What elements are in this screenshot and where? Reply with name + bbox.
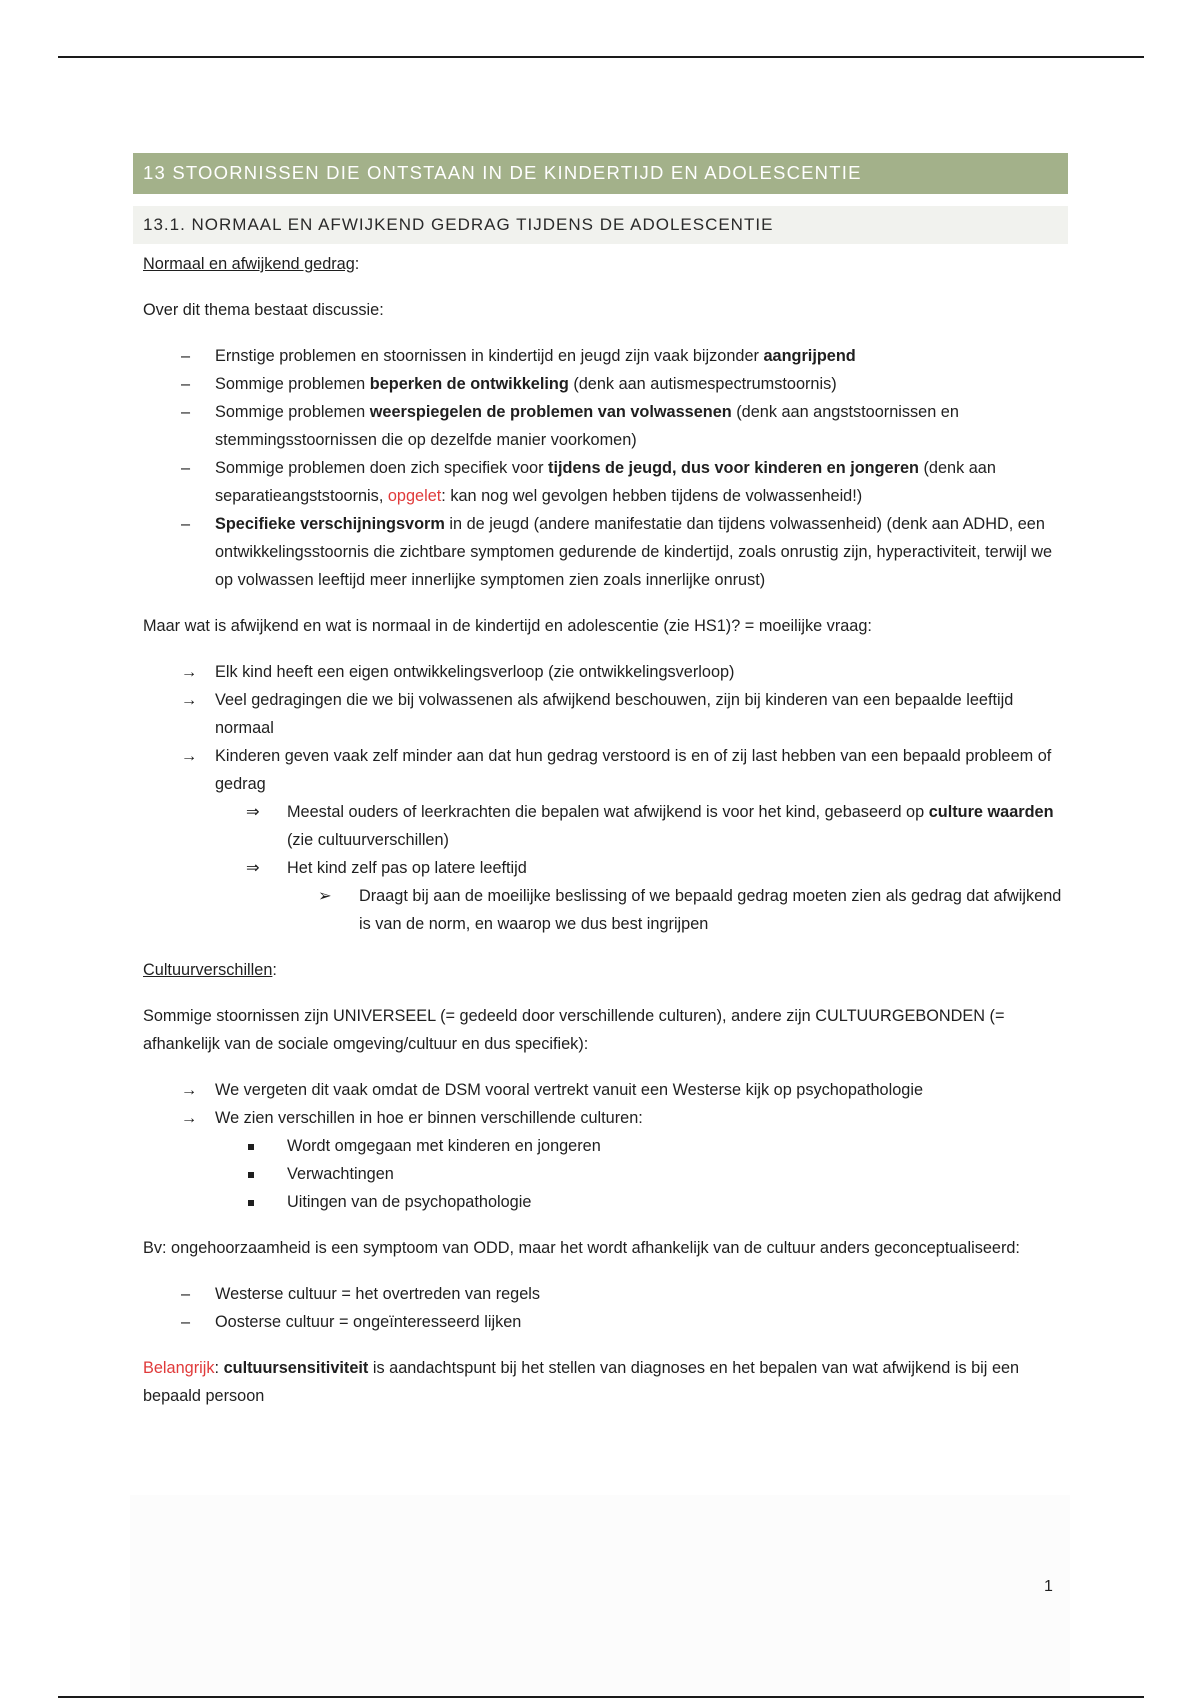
example-list [143, 1280, 1068, 1336]
section-body [133, 250, 1068, 1410]
arrow-marker: → [181, 663, 198, 681]
subheading-cultuur: Cultuurverschillen: [143, 961, 277, 979]
dash-marker: – [181, 459, 191, 477]
question-paragraph: Maar wat is afwijkend en wat is normaal in de kindertijd en adolescentie (zie HS1)? = moeilijke vraag: [143, 617, 872, 635]
culture-intro: Sommige stoornissen zijn UNIVERSEEL (= gedeeld door verschillende culturen), andere zijn CULTUURGEBONDEN (= afhankelijk van de sociale omgeving/cultuur en dus specifiek): [143, 1007, 1005, 1053]
dash-marker: – [181, 375, 191, 393]
arrow-marker: → [181, 691, 198, 709]
example-paragraph: Bv: ongehoorzaamheid is een symptoom van ODD, maar het wordt afhankelijk van de cultuur anders geconceptualiseerd: [143, 1239, 1020, 1257]
list-item: → Elk kind heeft een eigen ontwikkelingsverloop (zie ontwikkelingsverloop) [143, 658, 1068, 686]
list-item: ➢ Draagt bij aan de moeilijke beslissing of we bepaald gedrag moeten zien als gedrag dat afwijkend is van de norm, en waarop we dus best ingrijpen [143, 882, 1068, 938]
double-arrow-marker: ⇒ [246, 803, 260, 821]
subheading-normaal: Normaal en afwijkend gedrag: [143, 255, 360, 273]
list-item: – Ernstige problemen en stoornissen in kindertijd en jeugd zijn vaak bijzonder aangrijpend [143, 342, 1068, 370]
culture-arrow-list [143, 1076, 1068, 1216]
arrow-list [143, 658, 1068, 938]
square-bullet-icon [246, 1160, 254, 1188]
page-shade [130, 1495, 1070, 1695]
list-item: → We vergeten dit vaak omdat de DSM vooral vertrekt vanuit een Westerse kijk op psychopathologie [143, 1076, 1068, 1104]
document-body [133, 153, 1068, 1410]
list-item: → We zien verschillen in hoe er binnen verschillende culturen: [143, 1104, 1068, 1132]
dash-marker: – [181, 347, 191, 365]
dash-marker: – [181, 1285, 191, 1303]
list-item: – Sommige problemen doen zich specifiek voor tijdens de jeugd, dus voor kinderen en jongeren (denk aan separatieangststoornis, opgelet: kan nog wel gevolgen hebben tijdens de volwassenheid!) [143, 454, 1068, 510]
list-item: → Veel gedragingen die we bij volwassenen als afwijkend beschouwen, zijn bij kinderen van een bepaalde leeftijd normaal [143, 686, 1068, 742]
section-heading: 13.1. NORMAAL EN AFWIJKEND GEDRAG TIJDENS DE ADOLESCENTIE [133, 206, 1068, 244]
top-rule [58, 56, 1144, 58]
dash-marker: – [181, 515, 191, 533]
square-bullet-icon [246, 1188, 254, 1216]
list-item: – Oosterse cultuur = ongeïnteresseerd lijken [143, 1308, 1068, 1336]
bottom-rule [58, 1696, 1144, 1698]
arrow-marker: → [181, 1109, 198, 1127]
arrowhead-marker: ➢ [318, 887, 332, 905]
list-item: – Specifieke verschijningsvorm in de jeugd (andere manifestatie dan tijdens volwassenheid) (denk aan ADHD, een ontwikkelingsstoornis die zichtbare symptomen gedurende de kindertijd, zoals onrustig zijn, hyperactiviteit, terwijl we op volwassen leeftijd meer innerlijke symptomen zien zoals innerlijke onrust) [143, 510, 1068, 594]
list-item: – Westerse cultuur = het overtreden van regels [143, 1280, 1068, 1308]
arrow-marker: → [181, 747, 198, 765]
arrow-marker: → [181, 1081, 198, 1099]
list-item: Uitingen van de psychopathologie [143, 1188, 1068, 1216]
list-item: – Sommige problemen beperken de ontwikkeling (denk aan autismespectrumstoornis) [143, 370, 1068, 398]
list-item: ⇒ Meestal ouders of leerkrachten die bepalen wat afwijkend is voor het kind, gebaseerd op culture waarden (zie cultuurverschillen) [143, 798, 1068, 854]
square-bullet-icon [246, 1132, 254, 1160]
dash-marker: – [181, 1313, 191, 1331]
chapter-heading: 13 STOORNISSEN DIE ONTSTAAN IN DE KINDERTIJD EN ADOLESCENTIE [133, 153, 1068, 194]
dash-list [143, 342, 1068, 594]
double-arrow-marker: ⇒ [246, 859, 260, 877]
list-item: Verwachtingen [143, 1160, 1068, 1188]
page-number: 1 [1044, 1578, 1053, 1595]
intro-paragraph: Over dit thema bestaat discussie: [143, 301, 384, 319]
important-paragraph: Belangrijk: cultuursensitiviteit is aandachtspunt bij het stellen van diagnoses en het bepalen van wat afwijkend is bij een bepaald persoon [143, 1359, 1020, 1405]
list-item: – Sommige problemen weerspiegelen de problemen van volwassenen (denk aan angststoornissen en stemmingsstoornissen die op dezelfde manier voorkomen) [143, 398, 1068, 454]
dash-marker: – [181, 403, 191, 421]
list-item: → Kinderen geven vaak zelf minder aan dat hun gedrag verstoord is en of zij last hebben van een bepaald probleem of gedrag [143, 742, 1068, 798]
list-item: ⇒ Het kind zelf pas op latere leeftijd [143, 854, 1068, 882]
list-item: Wordt omgegaan met kinderen en jongeren [143, 1132, 1068, 1160]
